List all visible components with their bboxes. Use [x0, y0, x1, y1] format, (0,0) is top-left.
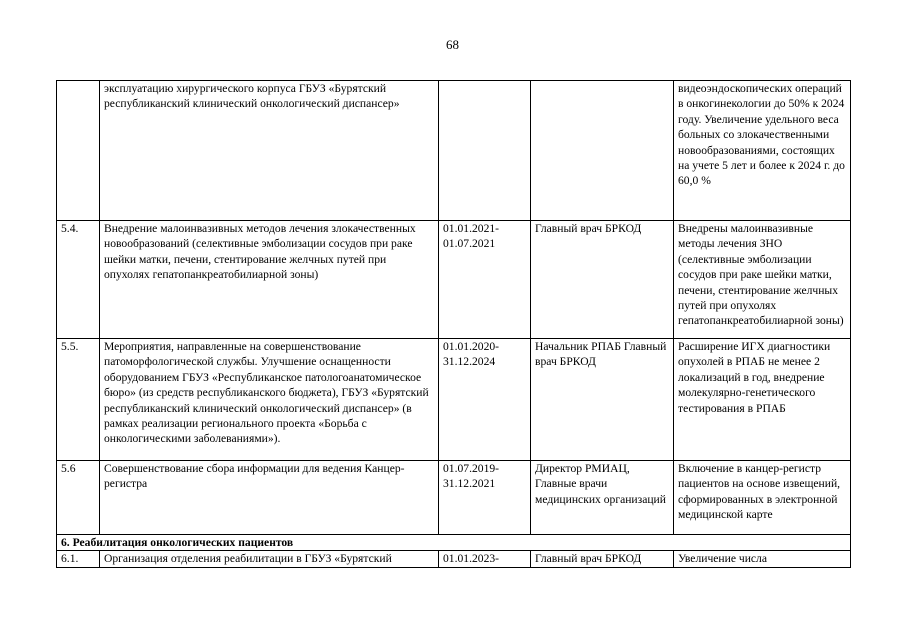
result-cell: Внедрены малоинвазивные методы лечения ЗНО (селективные эмболизации сосудов при раке шейки матки, печени, стентирование желчных путей при опухолях гепатопанкреатобилиарной зоны)	[674, 221, 851, 339]
responsible-cell	[531, 81, 674, 221]
activity-cell: эксплуатацию хирургического корпуса ГБУЗ «Бурятский республиканский клинический онкологический диспансер»	[100, 81, 439, 221]
table-row	[57, 339, 851, 461]
table-row	[57, 551, 851, 567]
row-number: 5.4.	[57, 221, 100, 339]
period-cell: 01.07.2019-31.12.2021	[439, 461, 531, 535]
row-number: 5.5.	[57, 339, 100, 461]
table-row	[57, 221, 851, 339]
table-row	[57, 81, 851, 221]
section-heading-row	[57, 535, 851, 551]
responsible-cell: Начальник РПАБ Главный врач БРКОД	[531, 339, 674, 461]
result-cell: Увеличение числа	[674, 551, 851, 567]
responsible-cell: Главный врач БРКОД	[531, 551, 674, 567]
responsible-cell: Директор РМИАЦ, Главные врачи медицинских организаций	[531, 461, 674, 535]
row-number: 6.1.	[57, 551, 100, 567]
activity-cell: Организация отделения реабилитации в ГБУЗ «Бурятский	[100, 551, 439, 567]
period-cell: 01.01.2021-01.07.2021	[439, 221, 531, 339]
result-cell: Включение в канцер-регистр пациентов на основе извещений, сформированных в электронной медицинской карте	[674, 461, 851, 535]
activity-cell: Мероприятия, направленные на совершенствование патоморфологической службы. Улучшение оснащенности оборудованием ГБУЗ «Республиканское патологоанатомическое бюро» (из средств республиканского бюджета), ГБУЗ «Бурятский республиканский клинический онкологический диспансер» (в рамках реализации регионального проекта «Борьба с онкологическими заболеваниями»).	[100, 339, 439, 461]
table-row	[57, 461, 851, 535]
activity-cell: Внедрение малоинвазивных методов лечения злокачественных новообразований (селективные эмболизации сосудов при раке шейки матки, печени, стентирование желчных путей при опухолях гепатопанкреатобилиарной зоны)	[100, 221, 439, 339]
row-number: 5.6	[57, 461, 100, 535]
period-cell: 01.01.2023-	[439, 551, 531, 567]
section-heading: 6. Реабилитация онкологических пациентов	[57, 535, 851, 551]
responsible-cell: Главный врач БРКОД	[531, 221, 674, 339]
result-cell: Расширение ИГХ диагностики опухолей в РПАБ не менее 2 локализаций в год, внедрение молекулярно-генетического тестирования в РПАБ	[674, 339, 851, 461]
result-cell: видеоэндоскопических операций в онкогинекологии до 50% к 2024 году. Увеличение удельного веса больных со злокачественными новообразованиями, состоящих на учете 5 лет и более к 2024 г. до 60,0 %	[674, 81, 851, 221]
row-number	[57, 81, 100, 221]
measures-table	[56, 80, 851, 568]
period-cell	[439, 81, 531, 221]
page-number: 68	[446, 37, 459, 52]
activity-cell: Совершенствование сбора информации для ведения Канцер-регистра	[100, 461, 439, 535]
period-cell: 01.01.2020-31.12.2024	[439, 339, 531, 461]
